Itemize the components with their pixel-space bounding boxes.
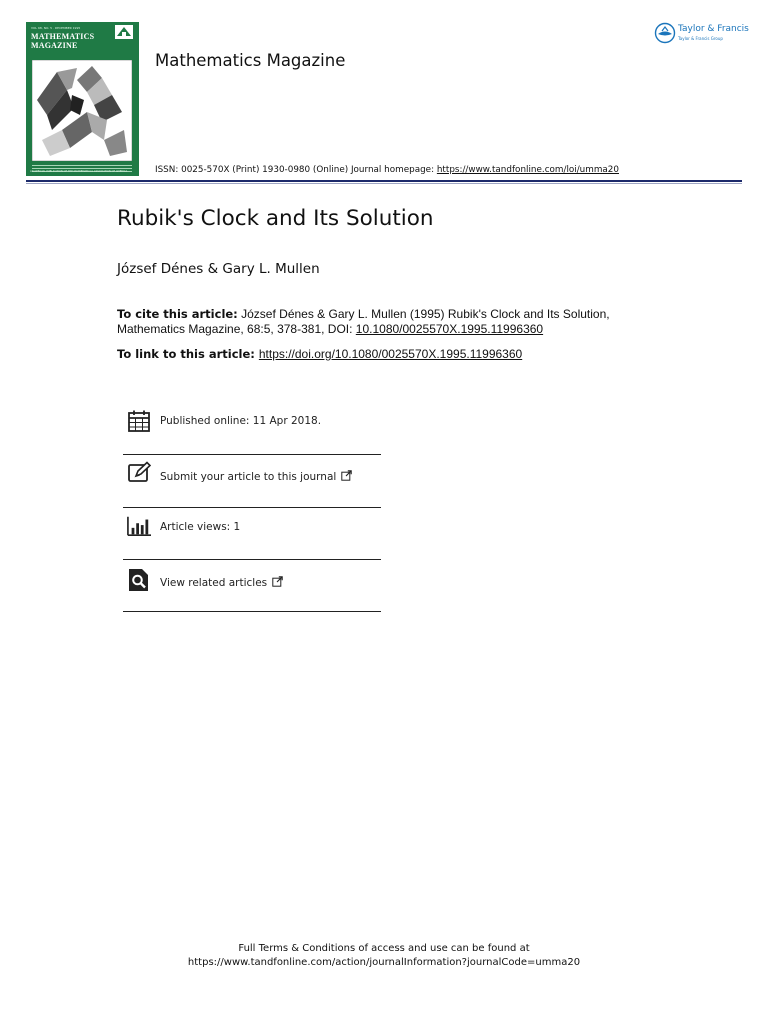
cover-artwork-icon — [32, 60, 132, 161]
published-online-label: Published online: 11 Apr 2018. — [160, 415, 322, 427]
cover-title-line2: MAGAZINE — [31, 40, 78, 50]
cover-issue: VOL 68, NO. 5 · DECEMBER 1995 — [31, 26, 81, 30]
terms-footer — [0, 942, 768, 970]
meta-divider — [123, 559, 381, 560]
issn-text: ISSN: 0025-570X (Print) 1930-0980 (Online) Journal homepage: — [155, 165, 437, 175]
meta-divider — [123, 507, 381, 508]
edit-icon — [127, 461, 151, 485]
article-views — [123, 510, 381, 562]
publisher-globe-icon — [654, 22, 676, 44]
meta-divider — [123, 454, 381, 455]
citation — [117, 307, 677, 336]
terms-url-link[interactable]: https://www.tandfonline.com/action/journalInformation?journalCode=umma20 — [187, 957, 581, 968]
link-label: To link to this article: — [117, 347, 255, 361]
article-title: Rubik's Clock and Its Solution — [117, 206, 434, 231]
maa-logo-icon — [114, 24, 134, 40]
view-related-articles[interactable] — [123, 563, 381, 615]
submit-article-text: Submit your article to this journal — [160, 471, 337, 483]
journal-homepage-link[interactable]: https://www.tandfonline.com/loi/umma20 — [436, 165, 619, 175]
cover-title-line1: MATHEMATICS — [31, 32, 95, 41]
view-related-text: View related articles — [160, 577, 268, 589]
article-link — [117, 347, 522, 361]
cite-label: To cite this article: — [117, 307, 238, 321]
cover-publisher-footer: AN OFFICIAL PUBLICATION OF THE MATHEMATICAL ASSOCIATION OF AMERICA — [30, 170, 128, 173]
header-divider-thin — [26, 183, 742, 184]
external-link-icon — [272, 576, 283, 587]
header-divider — [26, 180, 742, 182]
meta-divider — [123, 611, 381, 612]
published-online — [123, 403, 381, 455]
article-views-label: Article views: 1 — [160, 521, 241, 533]
cover-title — [31, 33, 121, 50]
view-related-label[interactable] — [160, 576, 283, 589]
external-link-icon — [341, 470, 352, 481]
journal-cover — [26, 22, 139, 176]
article-doi-link[interactable]: https://doi.org/10.1080/0025570X.1995.11996360 — [258, 347, 523, 361]
cite-text: József Dénes & Gary L. Mullen (1995) Rubik's Clock and Its Solution, Mathematics Magazine, 68:5, 378-381, DOI: — [117, 307, 610, 336]
bar-chart-icon — [127, 514, 151, 538]
cite-doi-link[interactable]: 10.1080/0025570X.1995.11996360 — [355, 321, 544, 336]
submit-article[interactable] — [123, 458, 381, 510]
article-authors: József Dénes & Gary L. Mullen — [117, 261, 320, 277]
publisher-subtitle: Taylor & Francis Group — [678, 36, 723, 41]
calendar-icon — [127, 409, 151, 433]
issn-line — [155, 165, 619, 175]
publisher-logo[interactable] — [654, 22, 754, 48]
submit-article-label[interactable] — [160, 470, 352, 483]
related-search-icon — [127, 568, 151, 592]
journal-title: Mathematics Magazine — [155, 51, 346, 70]
publisher-name: Taylor & Francis — [678, 24, 749, 34]
terms-line: Full Terms & Conditions of access and use can be found at — [238, 943, 530, 954]
